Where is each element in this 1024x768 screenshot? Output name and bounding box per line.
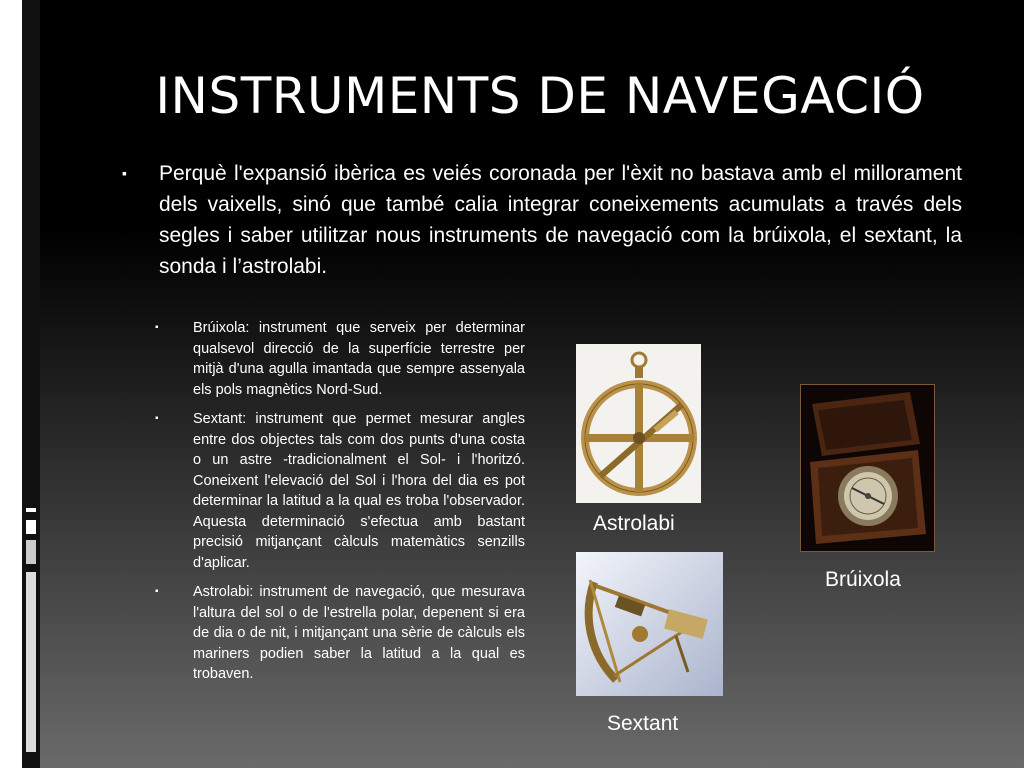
caption-bruixola: Brúixola bbox=[825, 568, 901, 591]
intro-text: Perquè l'expansió ibèrica es veiés coronada per l'èxit no bastava amb el millorament dels vaixells, sinó que també calia integrar coneixements acumulats a través dels segles i saber utilitzar nous instruments de navegació com la brúixola, el sextant, la sonda i l’astrolabi. bbox=[159, 162, 962, 278]
caption-sextant: Sextant bbox=[607, 712, 679, 735]
intro-paragraph bbox=[122, 158, 962, 282]
list-item-text: Astrolabi: instrument de navegació, que mesurava l'altura del sol o de l'estrella polar, depenent si era de dia o de nit, i mitjançant una sèrie de càlculs els mariners podien saber la latitud a la qual es trobaven. bbox=[193, 584, 525, 682]
list-item bbox=[155, 409, 525, 573]
astrolabe-image bbox=[576, 344, 701, 503]
left-decorative-strip bbox=[0, 0, 40, 768]
bullet-icon: ▪ bbox=[155, 586, 159, 597]
sextant-image bbox=[576, 552, 723, 696]
instrument-list bbox=[155, 318, 525, 694]
list-item-text: Brúixola: instrument que serveix per determinar qualsevol direcció de la superfície terrestre per mitjà d'una agulla imantada que sempre assenyala els pols magnètics Nord-Sud. bbox=[193, 320, 525, 398]
list-item bbox=[155, 582, 525, 685]
compass-image bbox=[800, 384, 935, 552]
slide-title: INSTRUMENTS DE NAVEGACIÓ bbox=[155, 67, 925, 125]
strip-marker bbox=[26, 520, 36, 534]
bullet-icon: ▪ bbox=[155, 322, 159, 333]
strip-marker bbox=[26, 508, 36, 512]
strip-marker bbox=[26, 540, 36, 564]
strip-marker bbox=[26, 572, 36, 752]
list-item-text: Sextant: instrument que permet mesurar angles entre dos objectes tals com dos punts d'una costa o un astre -tradicionalment el Sol- i l'horitzó. Coneixent l'elevació del Sol i l'hora del dia es pot determinar la latitud a la qual es troba l'observador. Aquesta determinació s'efectua amb bastant precisió mitjançant càlculs matemàtics senzills d'aplicar. bbox=[193, 411, 525, 571]
list-item bbox=[155, 318, 525, 400]
caption-astrolabi: Astrolabi bbox=[593, 512, 675, 535]
bullet-icon: ▪ bbox=[122, 165, 127, 181]
bullet-icon: ▪ bbox=[155, 413, 159, 424]
